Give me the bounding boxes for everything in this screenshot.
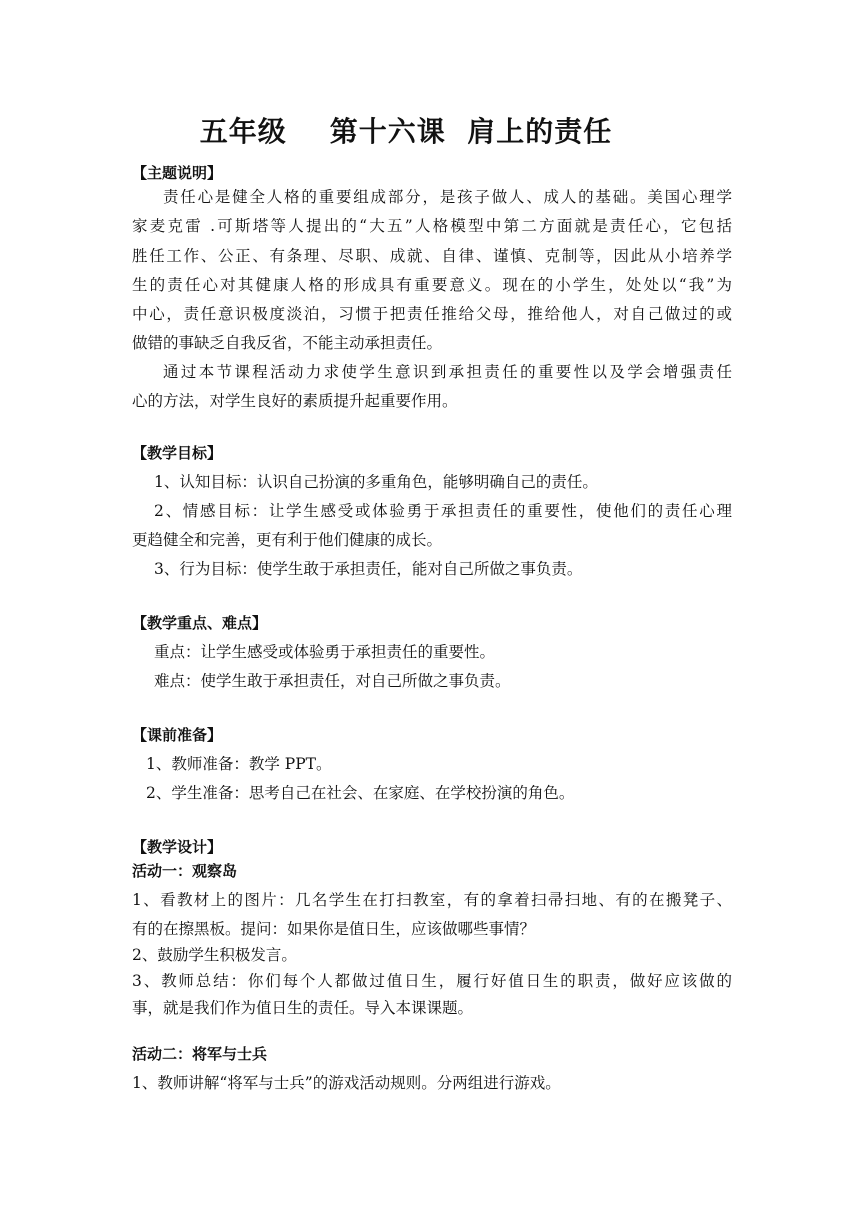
paragraph-line: 通过本节课程活动力求使学生意识到承担责任的重要性以及学会增强责任 [163, 363, 732, 381]
list-item: 1、教师讲解“将军与士兵”的游戏活动规则。分两组进行游戏。 [132, 1074, 561, 1092]
list-item: 2、情感目标：让学生感受或体验勇于承担责任的重要性，使他们的责任心理 [154, 502, 732, 520]
activity-heading: 活动二：将军与士兵 [132, 1045, 268, 1063]
list-item: 3、教师总结：你们每个人都做过值日生，履行好值日生的职责，做好应该做的 [132, 972, 732, 990]
list-item: 1、认知目标：认识自己扮演的多重角色，能够明确自己的责任。 [154, 473, 598, 491]
list-item: 3、行为目标：使学生敢于承担责任，能对自己所做之事负责。 [154, 560, 583, 578]
paragraph-line: 心的方法，对学生良好的素质提升起重要作用。 [132, 392, 458, 410]
paragraph-line: 做错的事缺乏自我反省，不能主动承担责任。 [132, 334, 443, 352]
list-item: 1、教师准备：教学 PPT。 [146, 755, 332, 773]
page-title: 五年级 第十六课 肩上的责任 [199, 115, 613, 148]
section-heading-theme: 【主题说明】 [132, 164, 223, 182]
paragraph-line: 中心，责任意识极度淡泊，习惯于把责任推给父母，推给他人，对自己做过的或 [132, 305, 732, 323]
paragraph-line: 胜任工作、公正、有条理、尽职、成就、自律、谨慎、克制等，因此从小培养学 [132, 247, 732, 265]
list-item: 事，就是我们作为值日生的责任。导入本课课题。 [132, 999, 474, 1017]
section-heading-keypoints: 【教学重点、难点】 [132, 614, 268, 632]
list-item: 有的在擦黑板。提问：如果你是值日生，应该做哪些事情？ [132, 920, 536, 938]
activity-heading: 活动一：观察岛 [132, 862, 238, 880]
section-heading-prep: 【课前准备】 [132, 726, 223, 744]
paragraph-line: 责任心是健全人格的重要组成部分，是孩子做人、成人的基础。美国心理学 [163, 188, 732, 206]
list-item: 重点：让学生感受或体验勇于承担责任的重要性。 [154, 643, 496, 661]
list-item: 2、鼓励学生积极发言。 [132, 946, 297, 964]
list-item: 更趋健全和完善，更有利于他们健康的成长。 [132, 531, 443, 549]
section-heading-goals: 【教学目标】 [132, 444, 223, 462]
section-heading-design: 【教学设计】 [132, 838, 223, 856]
list-item: 2、学生准备：思考自己在社会、在家庭、在学校扮演的角色。 [146, 784, 575, 802]
paragraph-line: 家麦克雷 .可斯塔等人提出的“大五”人格模型中第二方面就是责任心，它包括 [132, 217, 732, 235]
paragraph-line: 生的责任心对其健康人格的形成具有重要意义。现在的小学生，处处以“我”为 [132, 276, 732, 294]
list-item: 难点：使学生敢于承担责任，对自己所做之事负责。 [154, 672, 511, 690]
list-item: 1、看教材上的图片：几名学生在打扫教室，有的拿着扫帚扫地、有的在搬凳子、 [132, 891, 732, 909]
